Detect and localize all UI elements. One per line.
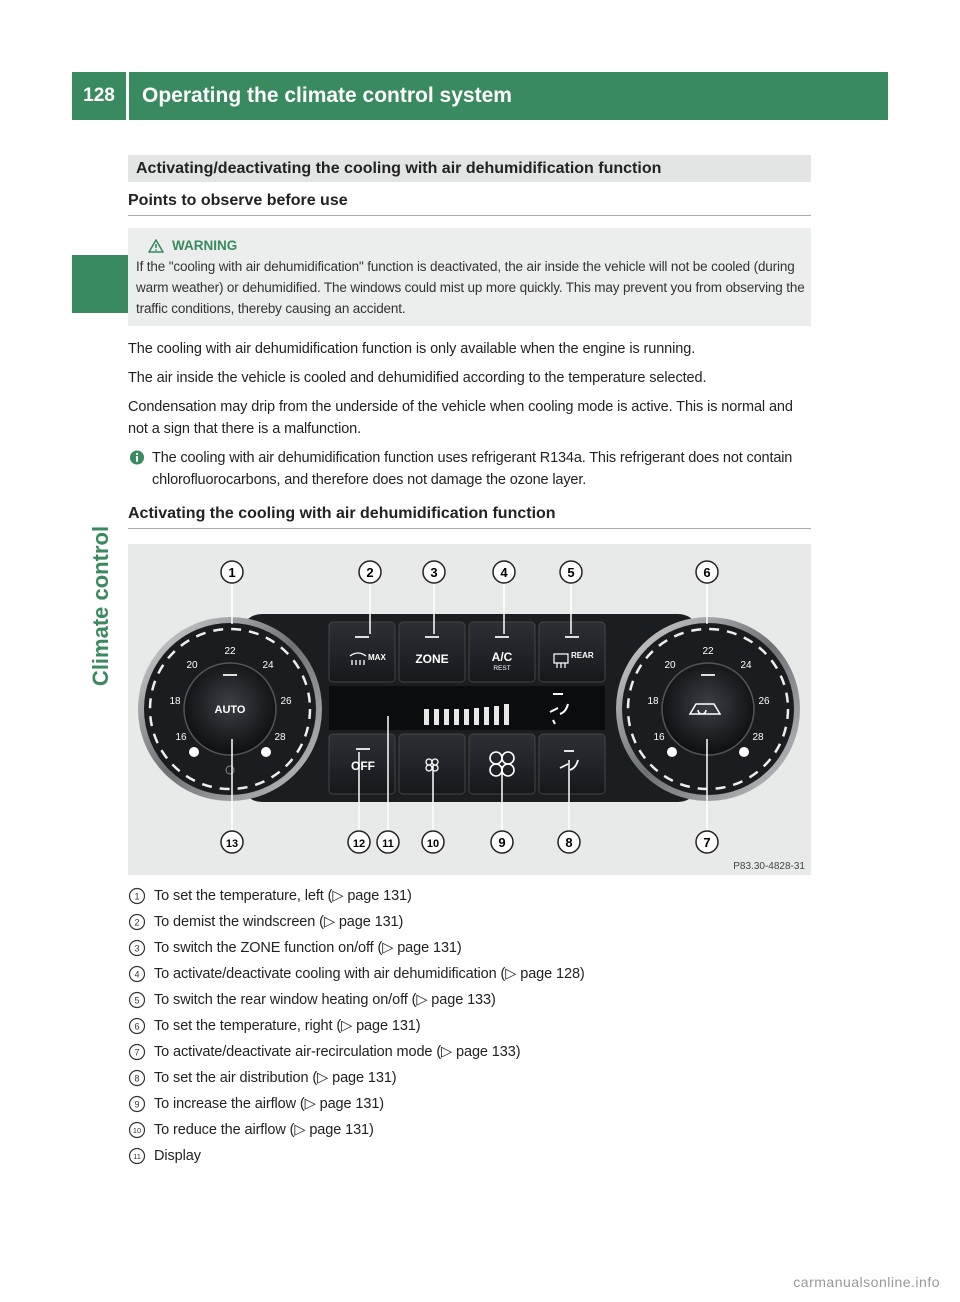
left-temperature-dial[interactable] (138, 617, 322, 801)
temperature-tick-label: 28 (752, 732, 764, 743)
legend-text: To switch the ZONE function on/off (▷ page 131) (154, 940, 462, 956)
temperature-tick-label: 18 (647, 696, 659, 707)
section-title: Activating/deactivating the cooling with air dehumidification function (128, 155, 811, 182)
indicator-lamp (355, 636, 369, 638)
legend-item (128, 1117, 811, 1143)
legend-text: Display (154, 1148, 201, 1164)
callout-number: 12 (352, 838, 366, 850)
page-number: 128 (83, 85, 115, 106)
callout-number: 10 (426, 838, 440, 850)
legend-text: To reduce the airflow (▷ page 131) (154, 1122, 374, 1138)
numbered-marker-icon (128, 991, 146, 1009)
max-label: MAX (368, 653, 386, 662)
callout-number: 7 (703, 835, 711, 850)
legend-number: 7 (134, 1047, 140, 1058)
temperature-tick-label: 22 (702, 646, 714, 657)
numbered-marker-icon (128, 887, 146, 905)
zone-label: ZONE (415, 652, 449, 666)
temperature-tick-label: 16 (653, 732, 665, 743)
legend-number: 1 (134, 891, 140, 902)
legend-number: 11 (133, 1152, 141, 1161)
indicator-lamp (356, 748, 370, 750)
warning-label: WARNING (172, 238, 238, 253)
legend-number: 9 (134, 1099, 140, 1110)
legend-number: 5 (134, 995, 140, 1006)
legend-number: 3 (134, 943, 140, 954)
display-area (329, 686, 605, 730)
chapter-tab (72, 255, 129, 313)
legend-number: 6 (134, 1021, 140, 1032)
subheading-points-to-observe: Points to observe before use (128, 192, 811, 216)
temperature-tick-label: 24 (740, 660, 752, 671)
callout-number: 2 (366, 565, 374, 580)
temperature-tick-label: 26 (758, 696, 770, 707)
legend-item (128, 935, 811, 961)
legend-item (128, 961, 811, 987)
legend-text: To set the temperature, left (▷ page 131) (154, 888, 412, 904)
info-note (128, 447, 811, 491)
temperature-tick-label: 20 (664, 660, 676, 671)
temperature-tick-label: 26 (280, 696, 292, 707)
legend-text: To activate/deactivate cooling with air dehumidification (▷ page 128) (154, 966, 585, 982)
numbered-marker-icon (128, 913, 146, 931)
legend-text: To set the temperature, right (▷ page 131) (154, 1018, 421, 1034)
numbered-marker-icon (128, 1069, 146, 1087)
warning-text: If the "cooling with air dehumidification" function is deactivated, the air inside the vehicle will not be cooled (during warm weather) or dehumidified. The windows could mist up more quickly. This may prevent you from observing the traffic conditions, thereby causing an accident. (136, 259, 805, 316)
callout-number: 6 (703, 565, 711, 580)
legend-item (128, 1143, 811, 1169)
indicator-lamp (565, 636, 579, 638)
numbered-marker-icon (128, 1095, 146, 1113)
legend-item (128, 1091, 811, 1117)
figure-legend (128, 883, 811, 1169)
temperature-tick-label: 18 (169, 696, 181, 707)
legend-text: To switch the rear window heating on/off (▷ page 133) (154, 992, 496, 1008)
callout-number: 1 (228, 565, 236, 580)
temperature-tick-label: 24 (262, 660, 274, 671)
climate-control-panel-figure (128, 544, 811, 875)
rear-label: REAR (571, 651, 594, 660)
numbered-marker-icon (128, 939, 146, 957)
callout-number: 9 (498, 835, 506, 850)
paragraph: The air inside the vehicle is cooled and dehumidified according to the temperature selected. (128, 370, 707, 386)
legend-item (128, 1013, 811, 1039)
numbered-marker-icon (128, 965, 146, 983)
callout-number: 3 (430, 565, 438, 580)
watermark[interactable]: carmanualsonline.info (793, 1274, 940, 1290)
legend-number: 8 (134, 1073, 140, 1084)
page-header-title: Operating the climate control system (142, 84, 512, 107)
numbered-marker-icon (128, 1017, 146, 1035)
paragraph: The cooling with air dehumidification function is only available when the engine is running. (128, 341, 696, 357)
control-panel-illustration (128, 544, 811, 875)
callout-number: 4 (500, 565, 508, 580)
legend-number: 2 (134, 917, 140, 928)
legend-item (128, 909, 811, 935)
indicator-lamp (495, 636, 509, 638)
temperature-tick-label: 28 (274, 732, 286, 743)
legend-item (128, 1039, 811, 1065)
figure-code: P83.30-4828-31 (733, 861, 805, 872)
info-text: The cooling with air dehumidification function uses refrigerant R134a. This refrigerant does not contain chlorofluorocarbons, and therefore does not damage the ozone layer. (152, 450, 793, 488)
callout-number: 8 (565, 835, 573, 850)
temperature-tick-label: 20 (186, 660, 198, 671)
warning-box (128, 228, 811, 326)
legend-text: To set the air distribution (▷ page 131) (154, 1070, 397, 1086)
numbered-marker-icon (128, 1043, 146, 1061)
numbered-marker-icon (128, 1121, 146, 1139)
callout-number: 13 (225, 838, 239, 850)
numbered-marker-icon (128, 1147, 146, 1165)
indicator-lamp (425, 636, 439, 638)
temperature-tick-label: 16 (175, 732, 187, 743)
warning-triangle-icon (148, 239, 164, 253)
chapter-label: Climate control (88, 525, 113, 687)
max-defrost-button[interactable] (329, 622, 395, 682)
legend-number: 4 (134, 969, 140, 980)
rest-label: REST (493, 665, 511, 672)
auto-label: AUTO (214, 704, 246, 716)
subheading-activating: Activating the cooling with air dehumidification function (128, 505, 811, 529)
paragraph: Condensation may drip from the underside of the vehicle when cooling mode is active. This is normal and not a sign that there is a malfunction. (128, 399, 793, 437)
main-content (128, 155, 811, 1169)
right-temperature-dial[interactable] (616, 617, 800, 801)
ac-label: A/C (491, 650, 513, 664)
legend-item (128, 1065, 811, 1091)
legend-text: To increase the airflow (▷ page 131) (154, 1096, 385, 1112)
callout-number: 11 (382, 838, 394, 850)
legend-item (128, 987, 811, 1013)
legend-text: To activate/deactivate air-recirculation mode (▷ page 133) (154, 1044, 521, 1060)
legend-text: To demist the windscreen (▷ page 131) (154, 914, 404, 930)
page-header (72, 72, 888, 120)
legend-item (128, 883, 811, 909)
temperature-tick-label: 22 (224, 646, 236, 657)
air-distribution-button[interactable] (539, 734, 605, 794)
header-divider (126, 72, 129, 120)
info-icon (128, 450, 146, 465)
callout-number: 5 (567, 565, 575, 580)
off-label: OFF (351, 759, 375, 773)
warning-header (148, 235, 805, 256)
legend-number: 10 (132, 1126, 142, 1135)
